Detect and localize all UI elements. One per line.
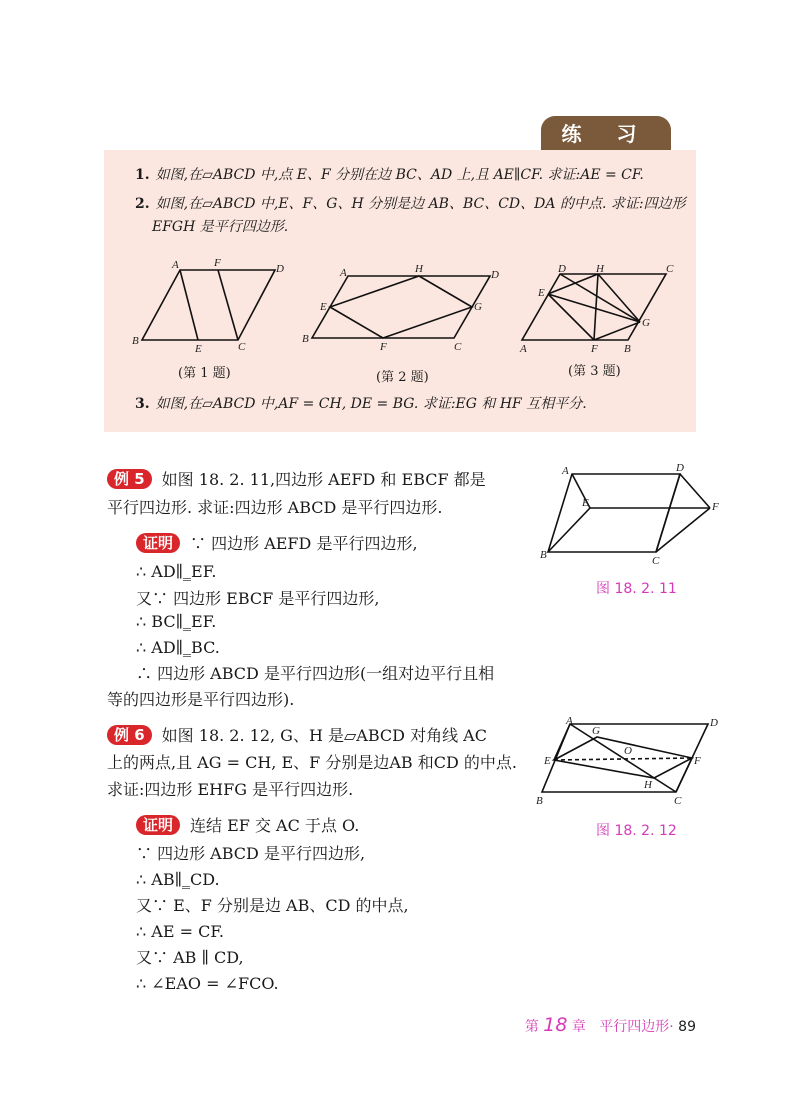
parallelogram-abcd xyxy=(312,276,490,338)
label-a: A xyxy=(562,465,569,477)
figure-exercise-3 xyxy=(518,262,678,356)
example-5-tag: 例 5 xyxy=(107,469,152,489)
chapter-number: 18 xyxy=(543,1014,568,1036)
page-footer: 第 18 章 平行四边形· 89 xyxy=(524,1014,696,1036)
label-f: F xyxy=(694,755,701,767)
caption-exercise-3: (第 3 题) xyxy=(568,364,621,379)
exercise-1: 1. 如图,在▱ABCD 中,点 E、F 分别在边 BC、AD 上,且 AE∥CF. 求证:AE = CF. xyxy=(135,167,644,183)
label-b: B xyxy=(624,343,631,355)
caption-exercise-2: (第 2 题) xyxy=(376,370,429,385)
label-f: F xyxy=(214,257,221,269)
label-d: D xyxy=(710,717,718,729)
example-6-proof-7: ∴ ∠EAO = ∠FCO. xyxy=(136,974,279,993)
label-f: F xyxy=(712,501,719,513)
exercise-2: 2. 如图,在▱ABCD 中,E、F、G、H 分别是边 AB、BC、CD、DA 的中点. 求证:四边形 xyxy=(135,196,686,212)
label-e: E xyxy=(544,755,551,767)
label-c: C xyxy=(674,795,682,807)
label-h: H xyxy=(415,263,423,275)
label-d: D xyxy=(276,263,284,275)
example-6-line-1: 例 6 如图 18. 2. 12, G、H 是▱ABCD 对角线 AC xyxy=(107,722,487,750)
label-d: D xyxy=(676,462,684,474)
example-6-proof-6: 又∵ AB ∥ CD, xyxy=(136,948,244,967)
label-c: C xyxy=(666,263,674,275)
example-5-proof-6: ∴ 四边形 ABCD 是平行四边形(一组对边平行且相 xyxy=(136,664,495,683)
label-g: G xyxy=(474,301,482,313)
figure-exercise-1 xyxy=(130,258,290,357)
segment-cf xyxy=(218,270,238,340)
example-6-proof-5: ∴ AE = CF. xyxy=(136,922,225,941)
label-b: B xyxy=(540,549,547,561)
exercise-2-cont: EFGH 是平行四边形. xyxy=(152,219,289,235)
proof-tag: 证明 xyxy=(136,533,180,553)
label-g: G xyxy=(592,725,600,737)
parallelogram-abcd xyxy=(142,270,275,340)
quadrilateral-efgh xyxy=(330,276,472,338)
example-6-line-3: 求证:四边形 EHFG 是平行四边形. xyxy=(107,780,354,799)
label-a: A xyxy=(172,259,179,271)
label-c: C xyxy=(454,341,462,353)
page-number: 89 xyxy=(678,1019,696,1035)
example-6-proof-3: ∴ AB∥‗CD. xyxy=(136,870,220,889)
label-d: D xyxy=(558,263,566,275)
label-d: D xyxy=(491,269,499,281)
example-6-proof-1: 证明 连结 EF 交 AC 于点 O. xyxy=(136,814,359,838)
label-o: O xyxy=(624,745,632,757)
label-a: A xyxy=(520,343,527,355)
figure-18-2-11 xyxy=(540,462,720,571)
label-h: H xyxy=(596,263,604,275)
example-5-proof-5: ∴ AD∥‗BC. xyxy=(136,638,220,657)
label-e: E xyxy=(538,287,545,299)
label-a: A xyxy=(566,715,573,727)
label-e: E xyxy=(582,497,589,509)
example-5-line-2: 平行四边形. 求证:四边形 ABCD 是平行四边形. xyxy=(107,498,443,517)
practice-tab: 练 习 xyxy=(541,116,671,152)
segment-ae xyxy=(180,270,198,340)
label-b: B xyxy=(302,333,309,345)
example-6-proof-2: ∵ 四边形 ABCD 是平行四边形, xyxy=(136,844,366,863)
example-5-proof-4: ∴ BC∥‗EF. xyxy=(136,612,217,631)
label-f: F xyxy=(591,343,598,355)
label-f: F xyxy=(380,341,387,353)
figure-caption-18-2-12: 图 18. 2. 12 xyxy=(596,823,677,839)
label-a: A xyxy=(340,267,347,279)
caption-exercise-1: (第 1 题) xyxy=(178,366,231,381)
example-6-proof-4: 又∵ E、F 分别是边 AB、CD 的中点, xyxy=(136,896,409,915)
label-b: B xyxy=(132,335,139,347)
example-6-line-2: 上的两点,且 AG = CH, E、F 分别是边AB 和CD 的中点. xyxy=(107,753,517,772)
example-5-line-1: 例 5 如图 18. 2. 11,四边形 AEFD 和 EBCF 都是 xyxy=(107,466,486,494)
figure-caption-18-2-11: 图 18. 2. 11 xyxy=(596,581,677,597)
example-5-proof-1: 证明 ∵ 四边形 AEFD 是平行四边形, xyxy=(136,532,418,556)
proof-tag: 证明 xyxy=(136,815,180,835)
example-6-tag: 例 6 xyxy=(107,725,152,745)
exercise-3: 3. 如图,在▱ABCD 中,AF = CH, DE = BG. 求证:EG 和 HF 互相平分. xyxy=(135,396,587,412)
example-5-proof-2: ∴ AD∥‗EF. xyxy=(136,562,217,581)
label-e: E xyxy=(195,343,202,355)
example-5-proof-7: 等的四边形是平行四边形). xyxy=(107,690,295,709)
label-b: B xyxy=(536,795,543,807)
label-e: E xyxy=(320,301,327,313)
chapter-title: 平行四边形 xyxy=(599,1019,670,1035)
label-h: H xyxy=(644,779,652,791)
figure-exercise-2 xyxy=(302,262,499,356)
example-5-proof-3: 又∵ 四边形 EBCF 是平行四边形, xyxy=(136,589,380,608)
label-g: G xyxy=(642,317,650,329)
label-c: C xyxy=(238,341,246,353)
figure-18-2-12 xyxy=(536,715,720,815)
label-c: C xyxy=(652,555,660,567)
